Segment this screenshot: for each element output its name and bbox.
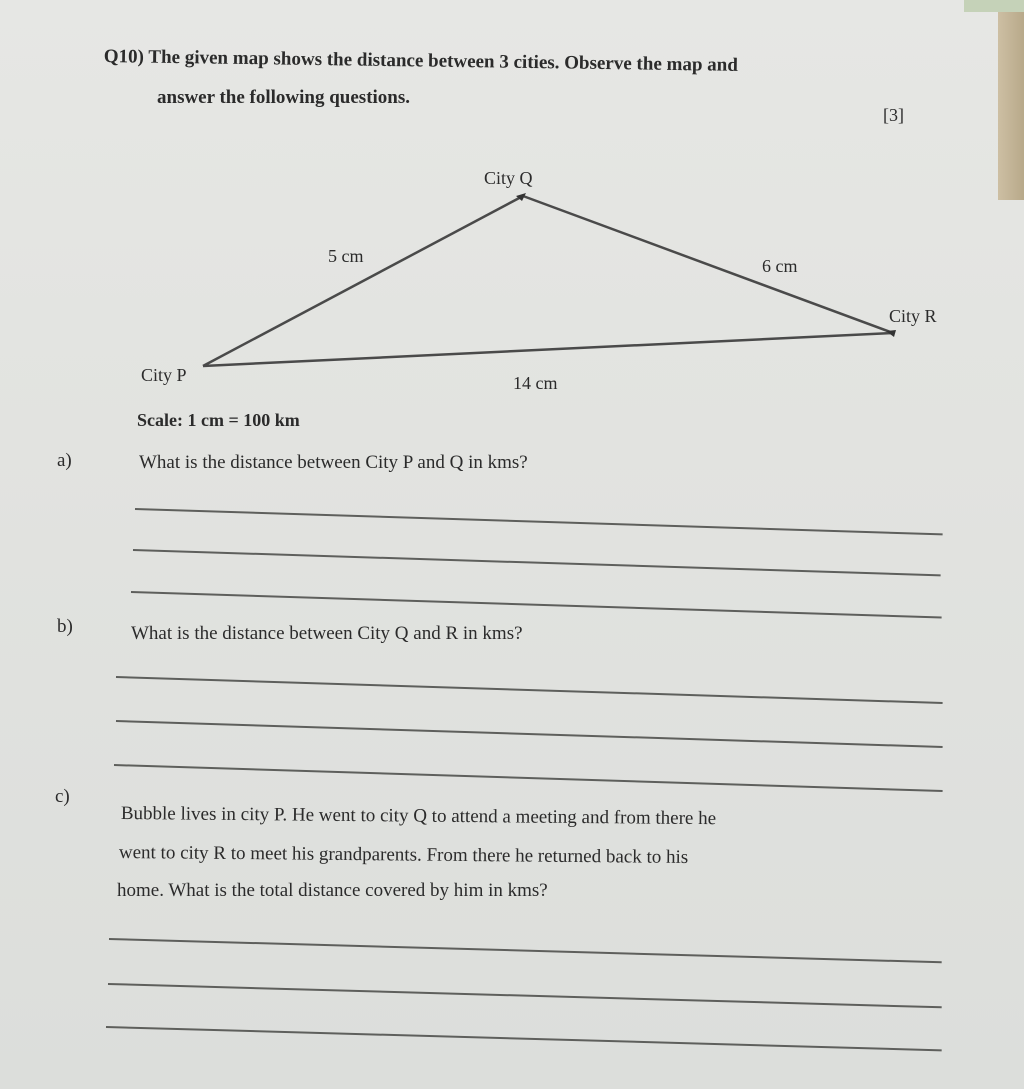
- answer-line-b3[interactable]: [114, 764, 943, 792]
- part-a-question: What is the distance between City P and Q in kms?: [139, 452, 528, 473]
- edge-qr-label: 6 cm: [762, 256, 798, 276]
- edge-pr-label: 14 cm: [513, 373, 558, 393]
- edge-pq: [203, 196, 523, 366]
- answer-line-a3[interactable]: [131, 591, 942, 618]
- answer-line-b1[interactable]: [116, 676, 943, 704]
- answer-line-c2[interactable]: [108, 983, 942, 1008]
- part-b-question: What is the distance between City Q and R in kms?: [131, 623, 523, 644]
- answer-line-b2[interactable]: [116, 720, 943, 748]
- answer-line-c3[interactable]: [106, 1026, 942, 1051]
- answer-line-a1[interactable]: [135, 508, 943, 535]
- answer-line-a2[interactable]: [133, 549, 941, 576]
- map-scale: Scale: 1 cm = 100 km: [137, 410, 300, 430]
- city-p-label: City P: [141, 365, 187, 385]
- part-c-question-line3: home. What is the total distance covered by him in kms?: [117, 880, 548, 901]
- part-c-question-line2: went to city R to meet his grandparents. From there he returned back to his: [118, 842, 689, 868]
- edge-pq-label: 5 cm: [328, 246, 364, 266]
- part-b-label: b): [57, 616, 73, 637]
- question-number: Q10): [103, 46, 145, 68]
- part-c-label: c): [55, 786, 70, 807]
- question-intro-line2: answer the following questions.: [157, 87, 411, 108]
- edge-qr: [523, 196, 893, 333]
- answer-line-c1[interactable]: [109, 938, 942, 963]
- edge-pr: [203, 333, 893, 366]
- marks-badge: [3]: [883, 105, 904, 125]
- city-q-label: City Q: [484, 168, 533, 188]
- part-a-label: a): [57, 450, 72, 471]
- question-intro-line1: The given map shows the distance between 3 cities. Observe the map and: [148, 46, 739, 76]
- city-r-label: City R: [889, 306, 937, 326]
- part-c-question-line1: Bubble lives in city P. He went to city Q to attend a meeting and from there he: [120, 803, 717, 830]
